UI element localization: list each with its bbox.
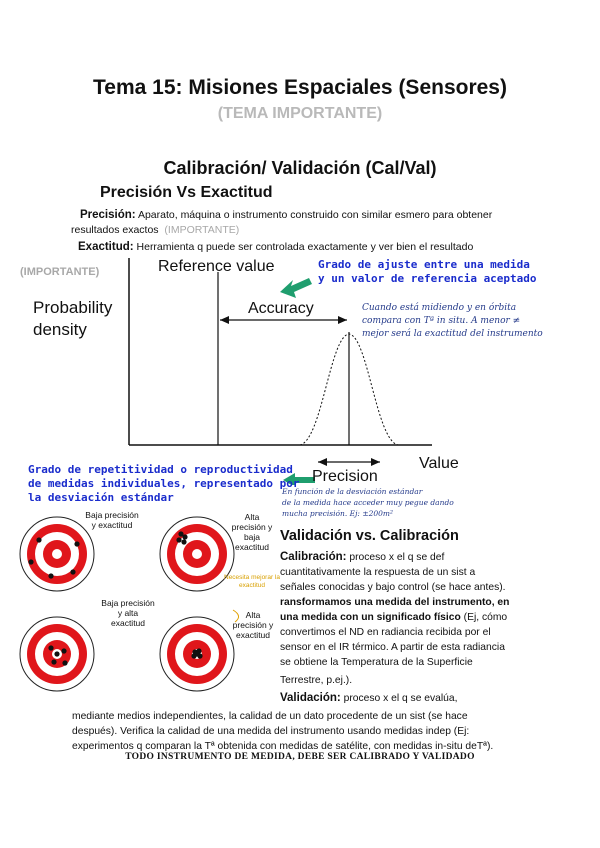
- exactitud-text: Herramienta q puede ser controlada exactamente y ver bien el resultado: [136, 241, 474, 253]
- y-axis-label-line1: Probability: [33, 298, 113, 317]
- precision-text-2: resultados exactos: [71, 224, 159, 236]
- validation-term: Validación:: [280, 692, 341, 704]
- accuracy-pointer-arrow: [280, 278, 312, 298]
- target-label-bl: Baja precisión y alta exactitud: [101, 598, 155, 628]
- target-label-tl: Baja precisión y exactitud: [85, 510, 139, 530]
- target-low-precision-low-accuracy: [20, 517, 94, 591]
- precision-definition: [80, 208, 492, 222]
- target-label-middle: Necesita mejorar la exactitud: [224, 574, 280, 589]
- reference-value-label: Reference value: [158, 258, 275, 275]
- precision-importante-tag: (IMPORTANTE): [164, 224, 240, 236]
- accuracy-label: Accuracy: [248, 300, 314, 317]
- handwritten-precision-note: En función de la desviación estándar de la medida hace acceder muy pegue dando mucha precisión. Ej: ±200m²: [282, 487, 454, 518]
- target-label-br: Alta precisión y exactitud: [232, 610, 274, 640]
- y-axis-label-line2: density: [33, 320, 87, 339]
- accuracy-arrowhead-left: [220, 316, 229, 324]
- exactitud-term: Exactitud:: [78, 241, 134, 253]
- target-high-precision-high-accuracy: [160, 617, 234, 691]
- section-subheading: Precisión Vs Exactitud: [100, 184, 273, 201]
- target-label-tr: Alta precisión y baja exactitud: [231, 512, 273, 552]
- section-title: Calibración/ Validación (Cal/Val): [163, 158, 437, 178]
- figure-importante-tag: (IMPORTANTE): [20, 266, 100, 278]
- precision-label: Precision: [312, 468, 378, 485]
- precision-arrowhead-left: [318, 458, 327, 466]
- value-axis-label: Value: [419, 455, 459, 472]
- accuracy-note: Grado de ajuste entre una medida y un valor de referencia aceptado: [318, 258, 537, 285]
- target-low-precision-high-accuracy: [20, 617, 94, 691]
- precision-definition-cont: [71, 223, 239, 237]
- precision-note: Grado de repetitividad o reproductividad de medidas individuales, representado por la desviación estándar: [28, 463, 300, 504]
- precision-text: Aparato, máquina o instrumento construido con similar esmero para obtener: [137, 209, 493, 221]
- calibration-block: Calibración: proceso x el q se def cuantitativamente la respuesta de un sist a señales conocidas y bajo control (se hace antes). ransformamos una medida del instrumento, en una medida con un significado físico (Ej, cómo convertimos el ND en radiancia recibida por el sensor en el IR térmico. A partir de esta radiancia se obtiene la Temperatura de la Superficie Terrestre, p.ej.). Validación: proceso x el q se evalúa,: [280, 551, 510, 704]
- valcal-title: Validación vs. Calibración: [280, 528, 459, 544]
- footer-note: TODO INSTRUMENTO DE MEDIDA, DEBE SER CALIBRADO Y VALIDADO: [125, 752, 475, 762]
- accuracy-arrowhead-right: [338, 316, 347, 324]
- precision-arrowhead-right: [371, 458, 380, 466]
- calibration-term: Calibración:: [280, 551, 347, 563]
- precision-term: Precisión:: [80, 209, 136, 221]
- page-subtitle: (TEMA IMPORTANTE): [217, 105, 383, 122]
- validation-block: mediante medios independientes, la calidad de un dato procedente de un sist (se hace después). Verifica la calidad de una medida del instrumento usando medidas indep (Ej: experimentos q comparan la Tª obtenida con medidas de satélite, con medidas in-situ deTª).: [72, 711, 494, 752]
- handwritten-accuracy-note: Cuando está midiendo y en órbita compara con Tª in situ. A menor ≠ mejor será la exactitud del instrumento: [362, 303, 543, 339]
- page-title: Tema 15: Misiones Espaciales (Sensores): [93, 76, 507, 99]
